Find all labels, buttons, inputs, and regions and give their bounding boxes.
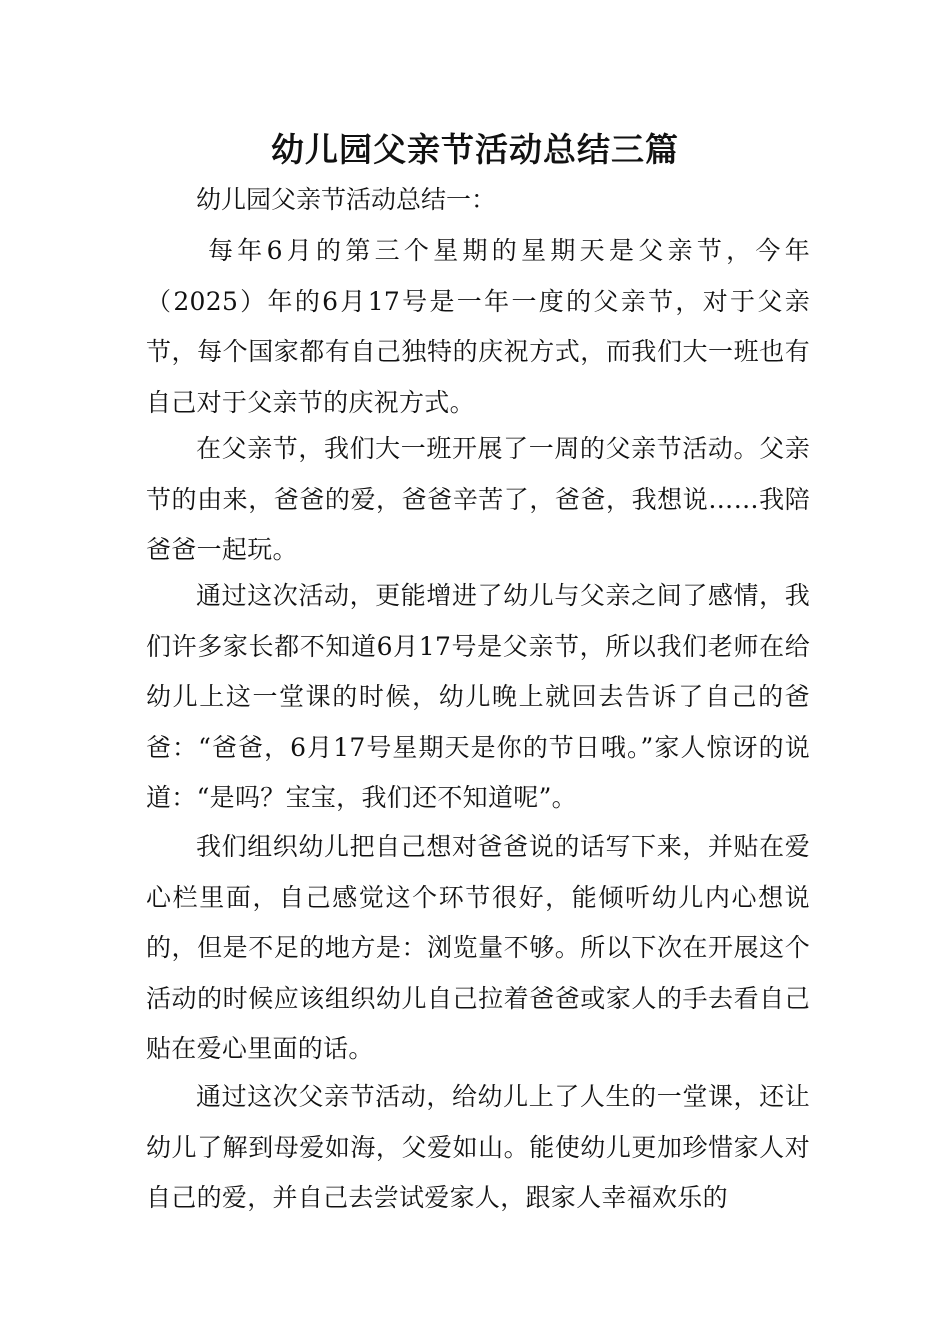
section-heading: 幼儿园父亲节活动总结一： [196,185,497,214]
paragraph: 我们组织幼儿把自己想对爸爸说的话写下来，并贴在爱心栏里面，自己感觉这个环节很好，能倾听幼儿内心想说的，但是不足的地方是：浏览量不够。所以下次在开展这个活动的时候应该组织幼儿自己拉着爸爸或家人的手去看自己贴在爱心里面的话。 [146,832,810,1063]
paragraph: 每年6月的第三个星期的星期天是父亲节，今年（2025）年的6月17号是一年一度的父亲节，对于父亲节，每个国家都有自己独特的庆祝方式，而我们大一班也有自己对于父亲节的庆祝方式。 [146,236,810,417]
paragraph: 在父亲节，我们大一班开展了一周的父亲节活动。父亲节的由来，爸爸的爱，爸爸辛苦了，爸爸，我想说……我陪爸爸一起玩。 [146,434,810,564]
paragraph: 通过这次父亲节活动，给幼儿上了人生的一堂课，还让幼儿了解到母爱如海，父爱如山。能使幼儿更加珍惜家人对自己的爱，并自己去尝试爱家人，跟家人幸福欢乐的 [146,1082,810,1212]
paragraph: 通过这次活动，更能增进了幼儿与父亲之间了感情，我们许多家长都不知道6月17号是父亲节，所以我们老师在给幼儿上这一堂课的时候，幼儿晚上就回去告诉了自己的爸爸：“爸爸，6月17号星期天是你的节日哦。”家人惊讶的说道：“是吗？宝宝，我们还不知道呢”。 [146,581,810,812]
document-title: 幼儿园父亲节活动总结三篇 [271,130,679,169]
